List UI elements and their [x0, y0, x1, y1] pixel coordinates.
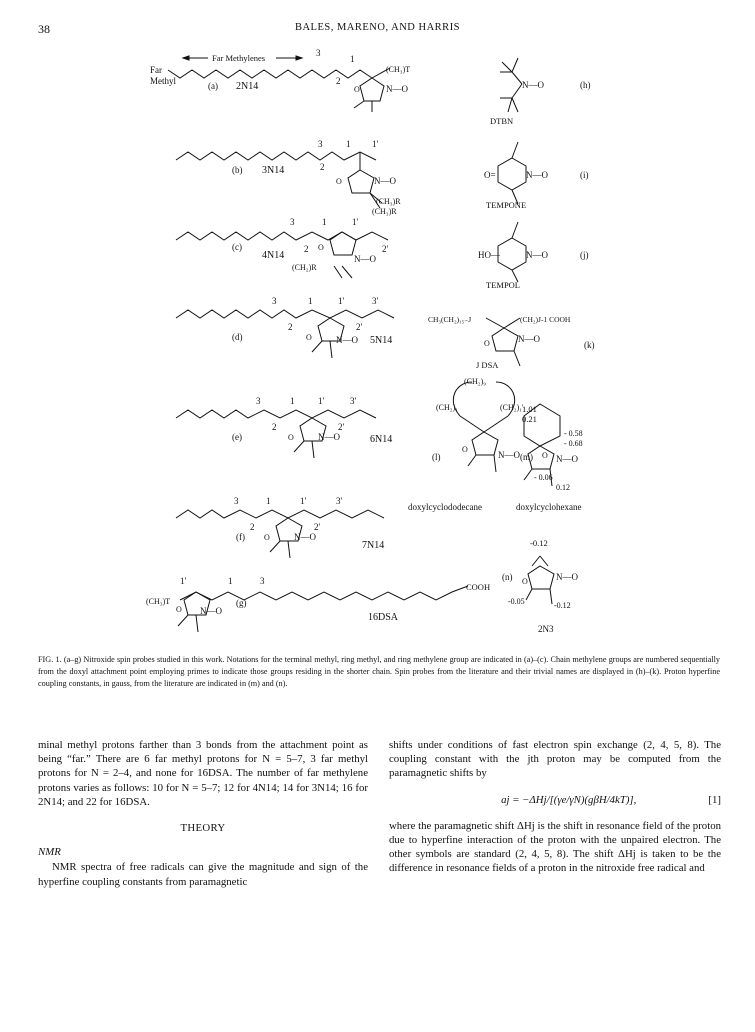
ring-b [348, 170, 374, 193]
name-doxylcyclododecane: doxylcyclododecane [408, 502, 482, 512]
paragraph: shifts under conditions of fast electron spin exchange (2, 4, 5, 8). The coupling constant with the jth proton may be computed from the paramagnetic shifts by [389, 739, 721, 780]
svg-text:3': 3' [350, 396, 357, 406]
chain-g [180, 586, 468, 600]
svg-text:-0.12: -0.12 [554, 601, 571, 610]
chain-d [176, 310, 394, 318]
name-5N14: 5N14 [370, 335, 393, 346]
svg-text:3': 3' [372, 296, 379, 306]
structure-d [176, 296, 394, 358]
svg-text:O: O [522, 577, 528, 586]
svg-text:O: O [542, 451, 548, 460]
svg-text:(CH₃)R: (CH₃)R [372, 207, 397, 216]
svg-text:2': 2' [314, 522, 321, 532]
arrowhead-right [296, 56, 302, 60]
equation-body: aj = −ΔHj/[(γe/γN)(gβH/4kT)], [501, 793, 637, 806]
svg-text:N—O: N—O [386, 84, 408, 94]
svg-text:1': 1' [372, 139, 379, 149]
svg-text:3: 3 [256, 396, 261, 406]
svg-text:1: 1 [350, 54, 355, 64]
svg-text:(CH₂)₁: (CH₂)₁ [436, 403, 459, 412]
structure-i [484, 142, 589, 210]
equation-number: [1] [708, 793, 721, 806]
svg-text:O: O [176, 605, 182, 614]
svg-text:1': 1' [352, 217, 359, 227]
label-f: (f) [236, 532, 245, 542]
svg-text:1: 1 [308, 296, 313, 306]
svg-text:HO—: HO— [478, 250, 500, 260]
ring-l [472, 432, 498, 455]
equation-1 [389, 793, 721, 807]
svg-text:2: 2 [272, 422, 277, 432]
chain-a [168, 70, 372, 78]
ring-k [492, 328, 518, 351]
svg-text:1': 1' [300, 496, 307, 506]
structure-j [478, 222, 589, 290]
svg-text:(CH₃)R: (CH₃)R [376, 197, 401, 206]
svg-text:3: 3 [260, 576, 265, 586]
right-column [389, 738, 721, 876]
far-methyl-label-2: Methyl [150, 76, 176, 86]
structure-l [408, 377, 524, 512]
svg-text:(CH₂)₁': (CH₂)₁' [500, 403, 524, 412]
name-TEMPONE: TEMPONE [486, 200, 527, 210]
page-number: 38 [38, 22, 50, 36]
svg-text:- 0.58: - 0.58 [564, 429, 583, 438]
svg-text:N—O: N—O [294, 532, 316, 542]
paragraph: NMR spectra of free radicals can give the magnitude and sign of the hyperfine coupling constants from paramagnetic [38, 861, 368, 888]
svg-text:N—O: N—O [374, 176, 396, 186]
name-DTBN: DTBN [490, 116, 514, 126]
svg-text:O: O [336, 177, 342, 186]
running-head: BALES, MARENO, AND HARRIS [294, 22, 461, 33]
svg-text:- 0.06: - 0.06 [534, 473, 553, 482]
name-2N14: 2N14 [236, 81, 259, 92]
chain-c [176, 232, 388, 240]
paragraph: where the paramagnetic shift ΔHj is the shift in resonance field of the proton due to hyperfine interaction of the proton with the unpaired electron. The other symbols are standard (2, 4, 5, 8). The shift ΔHj is taken to be the difference in resonance fields of a proton in the nitroxide free radical and [389, 819, 721, 875]
structure-c [176, 217, 389, 278]
label-h: (h) [580, 80, 591, 90]
svg-text:2': 2' [338, 422, 345, 432]
chain-e [176, 410, 376, 418]
svg-text:(CH₂)J-1 COOH: (CH₂)J-1 COOH [520, 315, 571, 324]
label-b: (b) [232, 165, 243, 175]
svg-text:O: O [354, 85, 360, 94]
svg-text:N—O: N—O [526, 170, 548, 180]
figure-caption: FIG. 1. (a–g) Nitroxide spin probes studied in this work. Notations for the terminal methyl, ring methyl, and ring methylene group are indicated in (a)–(c). Chain methylene groups are numbered sequentially from the doxyl attachment point employing primes to indicate those groups residing in the shorter chain. Spin probes from the literature and their trivial names are displayed in (h)–(k). Proton hyperfine coupling constants, in gauss, from the literature are indicated in (m) and (n). [38, 655, 720, 688]
ring-i [498, 158, 526, 190]
svg-text:O: O [288, 433, 294, 442]
label-g: (g) [236, 598, 247, 608]
svg-text:1': 1' [318, 396, 325, 406]
svg-text:O: O [264, 533, 270, 542]
svg-text:N—O: N—O [556, 454, 578, 464]
svg-text:2: 2 [320, 162, 325, 172]
svg-text:0.12: 0.12 [556, 483, 570, 492]
label-l: (l) [432, 452, 441, 462]
section-heading: THEORY [180, 822, 226, 835]
svg-text:O: O [306, 333, 312, 342]
svg-text:1': 1' [338, 296, 345, 306]
paragraph: minal methyl protons farther than 3 bonds from the attachment point as being “far.” There are 6 far methyl protons for N = 5–7, 3 far methyl protons for N = 2–4, and none for 16DSA. The number of far methylene protons varies as follows: 10 for N = 5–7; 12 for 4N14; 14 for 3N14; 16 for 2N14; and 22 for 16DSA. [38, 739, 368, 808]
svg-text:N—O: N—O [200, 606, 222, 616]
svg-text:1: 1 [322, 217, 327, 227]
svg-text:(CH₃)T: (CH₃)T [146, 597, 171, 606]
label-j: (j) [580, 250, 589, 260]
label-n: (n) [502, 572, 513, 582]
left-column [38, 738, 368, 889]
structure-a [150, 48, 410, 112]
structure-e [176, 396, 392, 458]
svg-text:N—O: N—O [556, 572, 578, 582]
structure-f [176, 496, 384, 558]
ch3t-label-a: (CH₃)T [386, 65, 411, 74]
arrowhead-left [183, 56, 189, 60]
label-m: (m) [520, 452, 533, 462]
ring-c [330, 232, 356, 255]
svg-text:COOH: COOH [466, 582, 491, 592]
svg-text:2': 2' [382, 244, 389, 254]
svg-text:O: O [462, 445, 468, 454]
name-4N14: 4N14 [262, 250, 285, 261]
svg-text:1: 1 [346, 139, 351, 149]
svg-text:O: O [318, 243, 324, 252]
svg-text:N—O: N—O [498, 450, 520, 460]
svg-text:3: 3 [318, 139, 323, 149]
structure-m [516, 404, 583, 512]
name-16DSA: 16DSA [368, 612, 399, 623]
svg-text:-0.12: -0.12 [530, 538, 548, 548]
svg-text:1: 1 [290, 396, 295, 406]
svg-text:3: 3 [234, 496, 239, 506]
svg-text:1: 1 [266, 496, 271, 506]
name-3N14: 3N14 [262, 165, 285, 176]
structure-g [146, 576, 490, 632]
svg-text:O=: O= [484, 170, 496, 180]
svg-text:(CH₂)₉: (CH₂)₉ [464, 377, 487, 386]
label-d: (d) [232, 332, 243, 342]
ring-n [528, 566, 554, 589]
svg-text:3': 3' [336, 496, 343, 506]
svg-text:2': 2' [356, 322, 363, 332]
name-7N14: 7N14 [362, 540, 385, 551]
svg-text:3: 3 [290, 217, 295, 227]
svg-text:N—O: N—O [522, 80, 544, 90]
svg-text:N—O: N—O [336, 335, 358, 345]
name-doxylcyclohexane: doxylcyclohexane [516, 502, 582, 512]
label-c: (c) [232, 242, 242, 252]
svg-text:CH₃(CH₂)₁₅₋J: CH₃(CH₂)₁₅₋J [428, 315, 472, 324]
name-TEMPOL: TEMPOL [486, 280, 520, 290]
svg-text:1: 1 [228, 576, 233, 586]
svg-text:2: 2 [304, 244, 309, 254]
structure-h [490, 58, 591, 126]
svg-text:2: 2 [336, 76, 341, 86]
ring-j [498, 238, 526, 270]
svg-text:0.21: 0.21 [522, 414, 537, 424]
subsection-heading: NMR [38, 846, 61, 859]
chain-f [176, 510, 384, 518]
svg-text:2: 2 [288, 322, 293, 332]
ring-a [360, 78, 384, 101]
svg-text:2: 2 [250, 522, 255, 532]
name-6N14: 6N14 [370, 434, 393, 445]
svg-text:N—O: N—O [518, 334, 540, 344]
svg-text:O: O [484, 339, 490, 348]
svg-text:N—O: N—O [318, 432, 340, 442]
svg-text:N—O: N—O [526, 250, 548, 260]
label-i: (i) [580, 170, 589, 180]
label-a: (a) [208, 81, 218, 91]
structure-k [428, 315, 595, 370]
svg-text:-0.05: -0.05 [508, 597, 525, 606]
svg-text:(CH₂)R: (CH₂)R [292, 263, 317, 272]
structure-b [176, 139, 401, 216]
svg-text:- 0.68: - 0.68 [564, 439, 583, 448]
far-methyl-label-1: Far [150, 65, 162, 75]
svg-text:N—O: N—O [354, 254, 376, 264]
svg-text:3: 3 [272, 296, 277, 306]
name-JDSA: J DSA [476, 360, 499, 370]
label-e: (e) [232, 432, 242, 442]
chain-b [176, 152, 376, 160]
structure-n [502, 538, 578, 634]
svg-text:3: 3 [316, 48, 321, 58]
label-k: (k) [584, 340, 595, 350]
svg-text:1': 1' [180, 576, 187, 586]
far-methylenes-label: Far Methylenes [212, 53, 266, 63]
name-2N3: 2N3 [538, 624, 554, 634]
svg-text:1.01: 1.01 [522, 404, 537, 414]
